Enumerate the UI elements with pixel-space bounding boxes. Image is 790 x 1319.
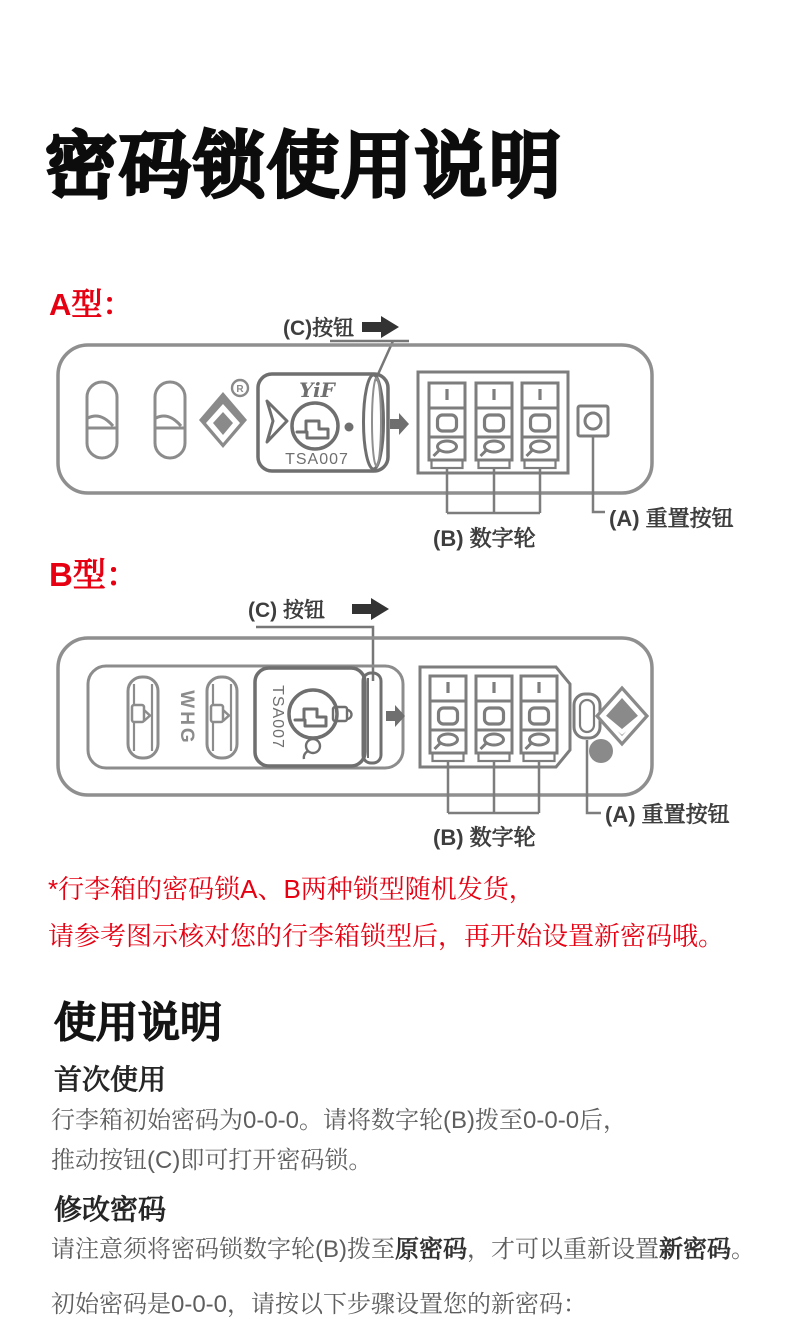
lock-b-label: B型： [49, 556, 139, 593]
digit-wheel-3 [521, 676, 557, 761]
lock-b-button-callout: (C) 按钮 [248, 599, 325, 622]
lock-a-diagram [0, 310, 790, 555]
change-post: 。 [731, 1236, 755, 1263]
digit-wheel-2 [476, 676, 512, 761]
first-use-heading: 首次使用 [54, 1064, 167, 1095]
brand-yif: YiF [299, 378, 335, 402]
change-password-heading: 修改密码 [54, 1194, 167, 1225]
lock-b-diagram [0, 590, 790, 855]
first-use-line-1: 行李箱初始密码为0-0-0。请将数字轮(B)拨至0-0-0后， [51, 1107, 628, 1134]
change-bold-old: 原密码 [395, 1236, 467, 1263]
change-password-line [51, 1229, 755, 1264]
digit-wheel-2 [476, 383, 512, 468]
tsa-diamond-outline-icon [597, 688, 647, 744]
page-title: 密码锁使用说明 [45, 127, 564, 207]
digit-wheel-1 [429, 383, 465, 468]
reset-pointer-line [593, 437, 605, 512]
lock-a-sliders [87, 382, 185, 458]
arrow-right-icon [352, 598, 389, 620]
model-tsa007: TSA007 [269, 685, 286, 749]
change-mid: ，才可以重新设置 [467, 1236, 659, 1263]
keyhole-circle [292, 403, 338, 449]
tsa-diamond-filled-icon [199, 380, 248, 448]
slider-pill-2 [207, 677, 237, 758]
lock-a-label: A型： [49, 287, 134, 322]
key-ring-icon [304, 739, 320, 759]
notice-line-1: *行李箱的密码锁A、B两种锁型随机发货， [48, 874, 535, 904]
slider-pill-1 [128, 677, 158, 758]
lock-b-reset-callout: (A) 重置按钮 [605, 802, 730, 827]
dot-icon [345, 423, 354, 432]
lock-a-wheel-callout: (B) 数字轮 [433, 526, 536, 551]
model-tsa007: TSA007 [285, 451, 349, 468]
digit-wheel-1 [430, 676, 466, 761]
change-pre: 请注意须将密码锁数字轮(B)拨至 [51, 1236, 395, 1263]
reset-dot-icon [589, 739, 613, 763]
lock-a-button-callout: (C)按钮 [283, 317, 355, 340]
notice-line-2: 请参考图示核对您的行李箱锁型后，再开始设置新密码哦。 [48, 921, 725, 951]
keyhole-circle [289, 690, 337, 738]
lock-a-wheel-panel [418, 372, 568, 473]
usage-heading: 使用说明 [54, 999, 223, 1046]
registered-mark: R [236, 384, 244, 395]
change-bold-new: 新密码 [659, 1236, 731, 1263]
brand-whg: WHG [176, 690, 197, 746]
arrow-right-icon [362, 316, 399, 338]
key-slot-icon [295, 709, 326, 726]
arrow-right-icon [390, 413, 409, 435]
lock-a-reset-button [578, 406, 608, 436]
lock-b-wheel-callout: (B) 数字轮 [433, 825, 536, 850]
partial-bottom-line: 初始密码是0-0-0，请按以下步骤设置您的新密码： [51, 1291, 588, 1318]
random-shipment-notice [48, 866, 724, 960]
callout-pointer-line [256, 627, 373, 681]
key-slot-icon [297, 421, 328, 438]
wheel-bracket-line [448, 762, 539, 813]
wheel-bracket-line [447, 469, 540, 513]
digit-wheel-3 [522, 383, 558, 468]
lock-a-reset-callout: (A) 重置按钮 [609, 506, 734, 531]
first-use-line-2: 推动按钮(C)即可打开密码锁。 [51, 1147, 373, 1174]
